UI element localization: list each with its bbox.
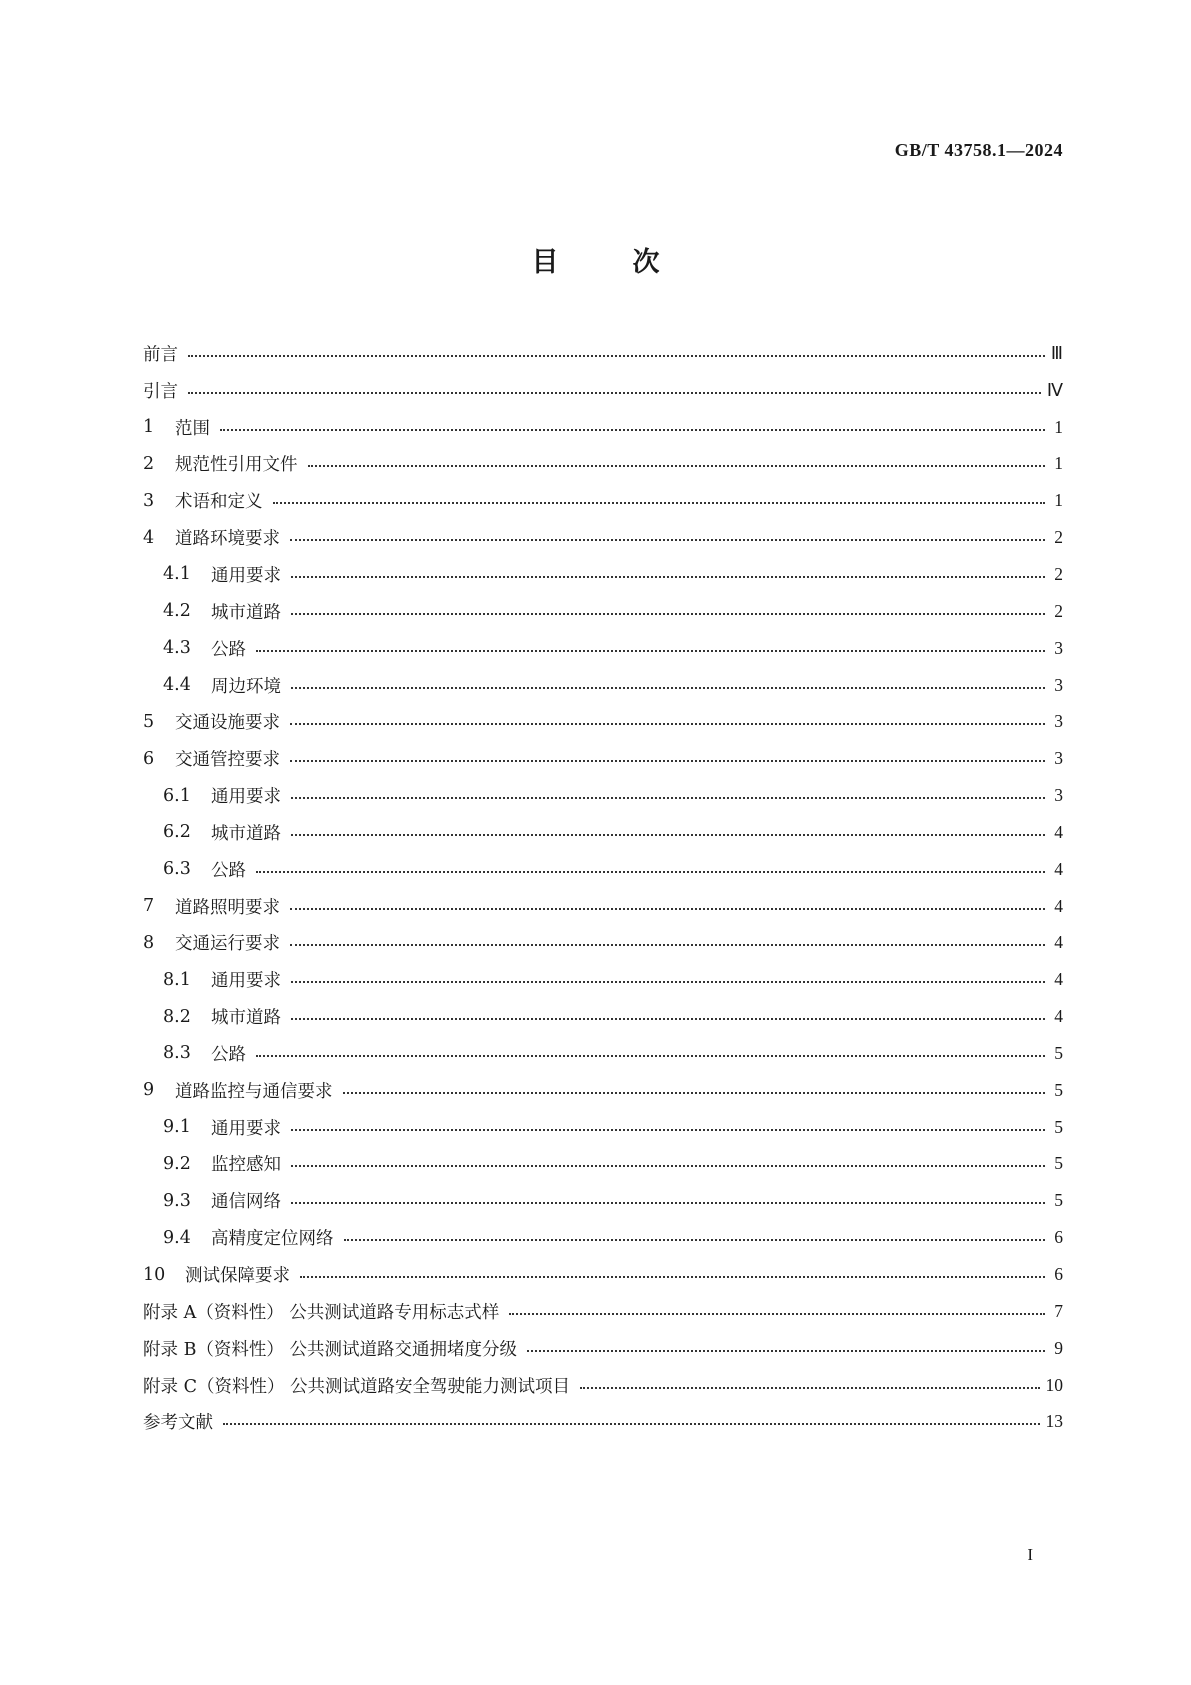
toc-entry[interactable] (143, 519, 1063, 556)
toc-entry-number: 6.2 (163, 822, 191, 843)
toc-entry-page: 1 (1054, 453, 1063, 474)
toc-entry[interactable] (143, 372, 1063, 409)
toc-entry-label: 引言 (143, 381, 178, 402)
toc-entry[interactable] (143, 1330, 1063, 1367)
dot-leader (273, 501, 1046, 504)
dot-leader (291, 1128, 1045, 1131)
toc-entry[interactable] (143, 630, 1063, 667)
toc-entry-page: 3 (1054, 748, 1063, 769)
toc-entry-label: 附录 A（资料性） 公共测试道路专用标志式样 (143, 1302, 500, 1323)
dot-leader (580, 1386, 1039, 1389)
toc-entry[interactable] (143, 556, 1063, 593)
toc-entry-page: 2 (1054, 600, 1063, 621)
toc-entry-page: 2 (1054, 527, 1063, 548)
toc-entry[interactable] (143, 740, 1063, 777)
toc-entry[interactable] (143, 1293, 1063, 1330)
dot-leader (290, 907, 1045, 910)
toc-entry-page: 5 (1054, 1116, 1063, 1137)
toc-entry[interactable] (143, 1367, 1063, 1404)
toc-entry-page: 4 (1054, 969, 1063, 990)
toc-entry-label: 公路 (211, 860, 246, 881)
dot-leader (291, 796, 1045, 799)
toc-entry[interactable] (143, 925, 1063, 962)
dot-leader (509, 1312, 1045, 1315)
toc-entry-label: 附录 C（资料性） 公共测试道路安全驾驶能力测试项目 (143, 1376, 571, 1397)
toc-entry[interactable] (143, 1403, 1063, 1440)
toc-entry-label: 道路照明要求 (175, 897, 280, 918)
toc-entry-label: 交通设施要求 (175, 713, 280, 734)
toc-entry[interactable] (143, 1256, 1063, 1293)
toc-entry-label: 通用要求 (211, 971, 281, 992)
toc-entry-page: 2 (1054, 563, 1063, 584)
toc-entry-page: 4 (1054, 858, 1063, 879)
toc-entry-number: 9.1 (163, 1117, 191, 1138)
toc-entry-number: 8.2 (163, 1006, 191, 1027)
toc-entry-label: 通用要求 (211, 565, 281, 586)
toc-entry-label: 城市道路 (211, 1008, 281, 1029)
toc-entry-number: 9 (143, 1080, 155, 1101)
dot-leader (291, 575, 1045, 578)
toc-entry-page: 1 (1054, 416, 1063, 437)
dot-leader (220, 428, 1045, 431)
toc-entry-page: Ⅲ (1050, 342, 1063, 363)
toc-entry-label: 术语和定义 (175, 492, 263, 513)
toc-entry[interactable] (143, 482, 1063, 519)
toc-entry-label: 周边环境 (211, 676, 281, 697)
toc-entry-label: 附录 B（资料性） 公共测试道路交通拥堵度分级 (143, 1339, 517, 1360)
toc-entry-number: 4.4 (163, 675, 191, 696)
toc-entry-label: 监控感知 (211, 1155, 281, 1176)
toc-entry[interactable] (143, 409, 1063, 446)
toc-entry-page: 1 (1054, 490, 1063, 511)
page-number: I (1027, 1545, 1033, 1564)
toc-entry-label: 交通管控要求 (175, 750, 280, 771)
toc-entry[interactable] (143, 851, 1063, 888)
toc-entry-page: 9 (1054, 1337, 1063, 1358)
toc-entry-page: Ⅳ (1046, 379, 1063, 400)
toc-entry-label: 城市道路 (211, 823, 281, 844)
title-char-2: 次 (632, 247, 660, 278)
toc-entry[interactable] (143, 1219, 1063, 1256)
toc-entry[interactable] (143, 335, 1063, 372)
dot-leader (291, 1201, 1045, 1204)
dot-leader (290, 759, 1045, 762)
toc-entry-number: 8.1 (163, 969, 191, 990)
toc-entry[interactable] (143, 1109, 1063, 1146)
toc-entry-page: 3 (1054, 785, 1063, 806)
dot-leader (300, 1275, 1045, 1278)
toc-entry-label: 道路环境要求 (175, 529, 280, 550)
toc-entry-page: 5 (1054, 1079, 1063, 1100)
toc-entry-page: 4 (1054, 1006, 1063, 1027)
page-title (0, 240, 1191, 279)
dot-leader (256, 649, 1045, 652)
toc-entry-number: 4.2 (163, 601, 191, 622)
toc-entry-label: 公路 (211, 639, 246, 660)
dot-leader (256, 1054, 1045, 1057)
toc-entry-number: 3 (143, 490, 155, 511)
toc-entry-number: 7 (143, 896, 155, 917)
dot-leader (308, 464, 1046, 467)
dot-leader (343, 1091, 1046, 1094)
toc-entry-number: 5 (143, 711, 155, 732)
dot-leader (256, 870, 1045, 873)
dot-leader (527, 1349, 1045, 1352)
toc-entry-number: 6 (143, 748, 155, 769)
toc-entry-number: 9.2 (163, 1153, 191, 1174)
toc-entry-number: 2 (143, 453, 155, 474)
toc-entry-page: 3 (1054, 711, 1063, 732)
toc-entry-number: 9.4 (163, 1227, 191, 1248)
dot-leader (291, 833, 1045, 836)
toc-entry[interactable] (143, 1072, 1063, 1109)
toc-entry-page: 5 (1054, 1153, 1063, 1174)
toc-entry[interactable] (143, 703, 1063, 740)
toc-entry-number: 6.1 (163, 785, 191, 806)
toc-entry-number: 10 (143, 1264, 166, 1285)
dot-leader (291, 1164, 1045, 1167)
toc-entry[interactable] (143, 1146, 1063, 1183)
dot-leader (291, 1017, 1045, 1020)
toc-entry[interactable] (143, 998, 1063, 1035)
dot-leader (290, 943, 1045, 946)
toc-entry-page: 5 (1054, 1190, 1063, 1211)
dot-leader (188, 391, 1041, 394)
dot-leader (291, 980, 1045, 983)
dot-leader (291, 686, 1045, 689)
toc-entry[interactable] (143, 888, 1063, 925)
toc-entry-page: 10 (1045, 1374, 1063, 1395)
toc-entry[interactable] (143, 1182, 1063, 1219)
dot-leader (290, 538, 1045, 541)
toc-entry-number: 1 (143, 417, 155, 438)
toc-entry-page: 5 (1054, 1042, 1063, 1063)
toc-entry-label: 通用要求 (211, 1118, 281, 1139)
toc-entry-page: 7 (1054, 1300, 1063, 1321)
toc-entry-page: 6 (1054, 1264, 1063, 1285)
toc-entry-label: 参考文献 (143, 1413, 213, 1434)
toc-entry-label: 道路监控与通信要求 (175, 1081, 333, 1102)
toc-entry-label: 通用要求 (211, 787, 281, 808)
dot-leader (290, 722, 1045, 725)
toc-entry-label: 通信网络 (211, 1192, 281, 1213)
toc-entry-label: 测试保障要求 (185, 1266, 290, 1287)
toc-entry[interactable] (143, 446, 1063, 483)
dot-leader (344, 1238, 1046, 1241)
toc-entry-page: 13 (1045, 1411, 1063, 1432)
table-of-contents (143, 335, 1063, 1440)
toc-entry-page: 6 (1054, 1227, 1063, 1248)
toc-entry-number: 4.1 (163, 564, 191, 585)
toc-entry-page: 4 (1054, 932, 1063, 953)
toc-entry-number: 4.3 (163, 638, 191, 659)
toc-entry-page: 4 (1054, 895, 1063, 916)
toc-entry-number: 8.3 (163, 1043, 191, 1064)
title-char-1: 目 (531, 247, 559, 278)
toc-entry-page: 4 (1054, 821, 1063, 842)
toc-entry-number: 9.3 (163, 1190, 191, 1211)
toc-entry-label: 城市道路 (211, 602, 281, 623)
dot-leader (223, 1422, 1040, 1425)
toc-entry-page: 3 (1054, 674, 1063, 695)
toc-entry[interactable] (143, 814, 1063, 851)
toc-entry-number: 4 (143, 527, 155, 548)
standard-code: GB/T 43758.1—2024 (894, 140, 1063, 160)
toc-entry[interactable] (143, 667, 1063, 704)
toc-entry-label: 高精度定位网络 (211, 1229, 334, 1250)
dot-leader (188, 354, 1045, 357)
toc-entry-label: 交通运行要求 (175, 934, 280, 955)
toc-entry[interactable] (143, 961, 1063, 998)
toc-entry[interactable] (143, 777, 1063, 814)
dot-leader (291, 612, 1045, 615)
toc-entry-number: 8 (143, 932, 155, 953)
toc-entry[interactable] (143, 1035, 1063, 1072)
toc-entry-number: 6.3 (163, 859, 191, 880)
toc-entry-page: 3 (1054, 637, 1063, 658)
toc-entry-label: 范围 (175, 418, 210, 439)
toc-entry-label: 规范性引用文件 (175, 455, 298, 476)
toc-entry-label: 前言 (143, 344, 178, 365)
toc-entry[interactable] (143, 593, 1063, 630)
toc-entry-label: 公路 (211, 1044, 246, 1065)
